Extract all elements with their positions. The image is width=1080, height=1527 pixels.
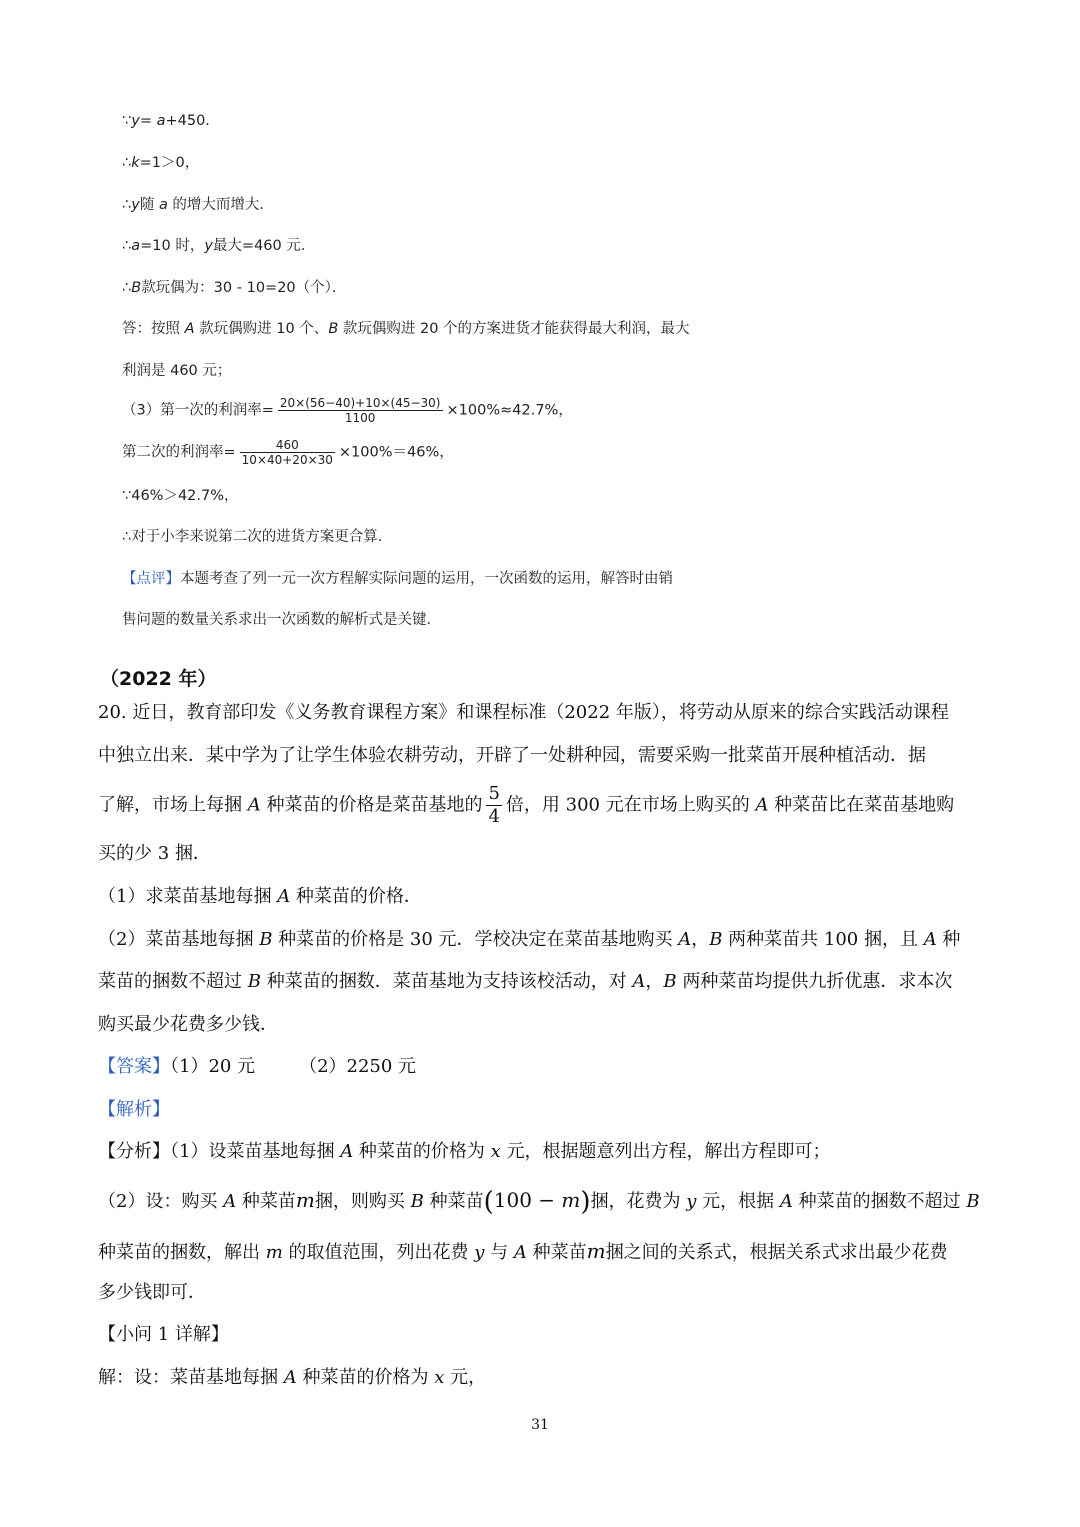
solution-line-1: ∵y= a+450． (122, 113, 220, 129)
solution-line-9: 第二次的利润率= $\frac{460}{10\times 40+20\times 30}$ ×100%＝46%， (122, 438, 454, 467)
problem-line-1: 20. 近日，教育部印发《义务教育课程方案》和课程标准（2022 年版），将劳动从原来的综合实践活动课程 (98, 702, 949, 723)
problem-line-4: 买的少 3 捆． (98, 843, 211, 864)
answer-tag: 【答案】 (98, 1056, 170, 1077)
question-2-line-3: 购买最少花费多少钱． (98, 1014, 278, 1035)
year-heading: （2022 年） (100, 668, 217, 690)
solution-line-3: ∴y随 a 的增大而增大． (122, 197, 274, 213)
comment-line-2: 售问题的数量关系求出一次函数的解析式是关键． (122, 612, 441, 628)
detail-tag: 【小问 1 详解】 (98, 1324, 229, 1345)
five-fourths-fraction: $\frac{5}{4}$ (488, 783, 500, 827)
problem-line-3: 了解，市场上每捆 A 种菜苗的价格是菜苗基地的 $\frac{5}{4}$ 倍，用 300 元在市场上购买的 A 种菜苗比在菜苗基地购 (98, 783, 955, 827)
solution-line-5: ∴B款玩偶为：30 - 10=20（个）． (122, 280, 347, 296)
analysis-line-3: 种菜苗的捆数，解出 m 的取值范围，列出花费 y 与 A 种菜苗m捆之间的关系式，根据关系式求出最少花费 (98, 1239, 948, 1263)
analysis-line-1: 【分析】（1）设菜苗基地每捆 A 种菜苗的价格为 x 元，根据题意列出方程，解出方程即可； (98, 1141, 831, 1162)
solution-line-4: ∴a=10 时，y最大=460 元． (122, 238, 316, 254)
solution-line-8: （3）第一次的利润率= $\frac{20\times(56-40)+10\times(45-30)}{1100}$ ×100%≈42.7%， (122, 396, 573, 425)
profit-rate-1-fraction: $\frac{20\times(56-40)+10\times(45-30)}{1100}$ (279, 396, 441, 425)
question-1: （1）求菜苗基地每捆 A 种菜苗的价格． (98, 886, 422, 907)
solution-line-10: ∵46%＞42.7%， (122, 488, 239, 504)
solution-line-2: ∴k=1＞0， (122, 155, 200, 171)
solution-line-11: ∴对于小李来说第二次的进货方案更合算． (122, 529, 393, 545)
comment-tag: 【点评】 (122, 571, 180, 587)
answer-line: 【答案】（1）20 元 （2）2250 元 (98, 1056, 417, 1077)
profit-rate-2-fraction: $\frac{460}{10\times 40+20\times 30}$ (241, 438, 333, 467)
analysis-tag: 【解析】 (98, 1099, 170, 1120)
solution-line-7: 利润是 460 元； (122, 363, 232, 379)
solution-line-6: 答：按照 A 款玩偶购进 10 个、B 款玩偶购进 20 个的方案进货才能获得最大利润，最大 (122, 321, 690, 337)
analysis-line-4: 多少钱即可． (98, 1282, 206, 1303)
question-2-line-2: 菜苗的捆数不超过 B 种菜苗的捆数．菜苗基地为支持该校活动，对 A，B 两种菜苗均提供九折优惠．求本次 (98, 971, 953, 992)
question-2-line-1: （2）菜苗基地每捆 B 种菜苗的价格是 30 元．学校决定在菜苗基地购买 A，B 两种菜苗共 100 捆，且 A 种 (98, 929, 961, 950)
page-number: 31 (531, 1417, 549, 1433)
comment-line-1: 【点评】本题考查了列一元一次方程解实际问题的运用，一次函数的运用，解答时由销 (122, 571, 673, 587)
analysis-line-2: （2）设：购买 A 种菜苗m捆，则购买 B 种菜苗(100 − m)捆，花费为 y 元，根据 A 种菜苗的捆数不超过 B (98, 1187, 980, 1217)
problem-line-2: 中独立出来．某中学为了让学生体验农耕劳动，开辟了一处耕种园，需要采购一批菜苗开展种植活动．据 (98, 745, 926, 766)
solution-part-1: 解：设：菜苗基地每捆 A 种菜苗的价格为 x 元， (98, 1367, 487, 1388)
